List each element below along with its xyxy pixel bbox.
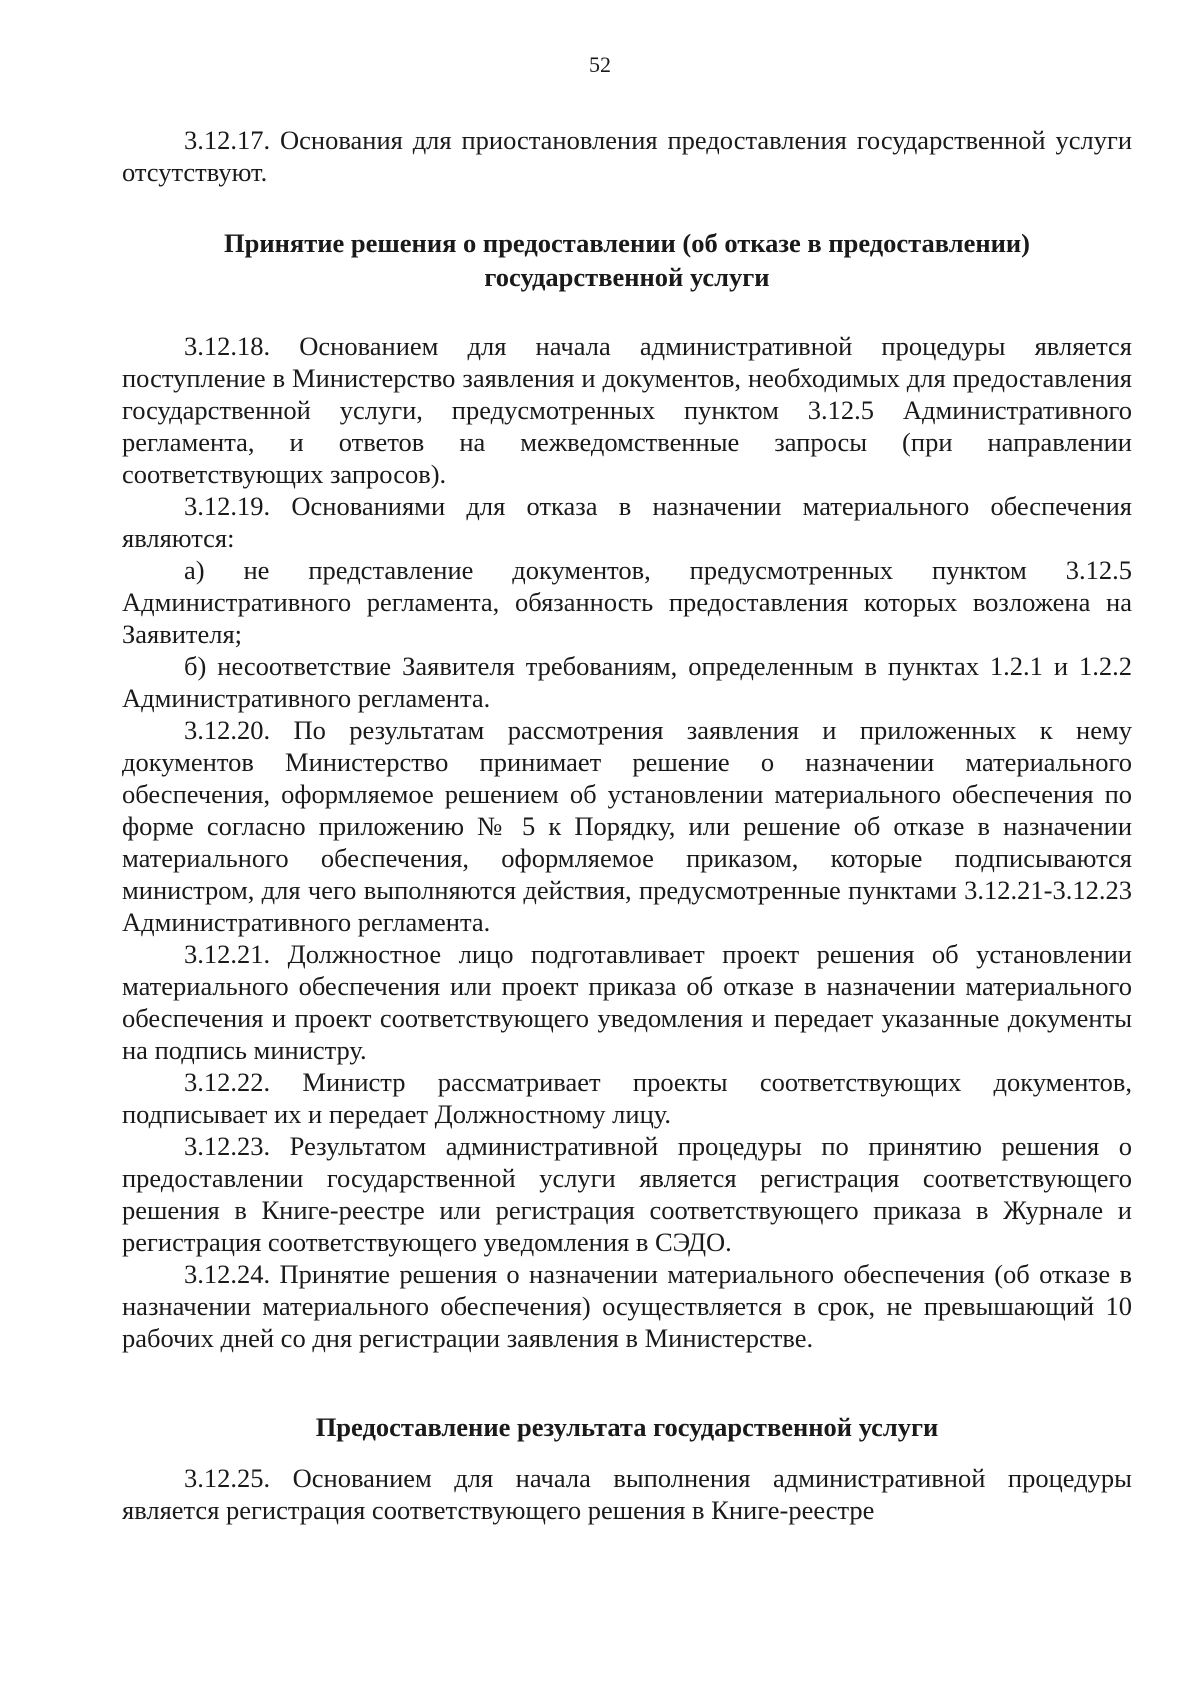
paragraph-3-12-25: 3.12.25. Основанием для начала выполнения административной процедуры является регистрация соответствующего решения в Книге-реестре (122, 1463, 1132, 1525)
paragraph-3-12-19: 3.12.19. Основаниями для отказа в назначении материального обеспечения являются: (122, 491, 1132, 553)
section-heading-result: Предоставление результата государственной услуги (315, 1412, 939, 1442)
paragraph-3-12-20: 3.12.20. По результатам рассмотрения заявления и приложенных к нему документов Министерство принимает решение о назначении материального обеспечения, оформляемое решением об установлении материального обеспечения по форме согласно приложению № 5 к Порядку, или решение об отказе в назначении материального обеспечения, оформляемое приказом, которые подписываются министром, для чего выполняются действия, предусмотренные пунктами 3.12.21-3.12.23 Административного регламента. (122, 715, 1132, 937)
section-heading-decision: Принятие решения о предоставлении (об отказе в предоставлении) государственной услуги (224, 228, 1030, 292)
paragraph-3-12-23: 3.12.23. Результатом административной процедуры по принятию решения о предоставлении государственной услуги является регистрация соответствующего решения в Книге-реестре или регистрация соответствующего приказа в Журнале и регистрация соответствующего уведомления в СЭДО. (122, 1131, 1132, 1257)
paragraph-3-12-22: 3.12.22. Министр рассматривает проекты соответствующих документов, подписывает их и передает Должностному лицу. (122, 1067, 1132, 1129)
page-number: 52 (589, 52, 611, 77)
section-decision-body (122, 330, 1132, 1354)
section-suspension (122, 124, 1132, 188)
paragraph-item-b: б) несоответствие Заявителя требованиям, определенным в пунктах 1.2.1 и 1.2.2 Административного регламента. (122, 651, 1132, 713)
paragraph-item-a: а) не представление документов, предусмотренных пунктом 3.12.5 Административного регламента, обязанность предоставления которых возложена на Заявителя; (122, 555, 1132, 649)
paragraph-3-12-21: 3.12.21. Должностное лицо подготавливает проект решения об установлении материального обеспечения или проект приказа об отказе в назначении материального обеспечения и проект соответствующего уведомления и передает указанные документы на подпись министру. (122, 939, 1132, 1065)
paragraph-3-12-18: 3.12.18. Основанием для начала административной процедуры является поступление в Министерство заявления и документов, необходимых для предоставления государственной услуги, предусмотренных пунктом 3.12.5 Административного регламента, и ответов на межведомственные запросы (при направлении соответствующих запросов). (122, 331, 1132, 489)
paragraph-3-12-17: 3.12.17. Основания для приостановления предоставления государственной услуги отсутствуют. (122, 125, 1132, 187)
paragraph-3-12-24: 3.12.24. Принятие решения о назначении материального обеспечения (об отказе в назначении материального обеспечения) осуществляется в срок, не превышающий 10 рабочих дней со дня регистрации заявления в Министерстве. (122, 1259, 1132, 1353)
section-result-body (122, 1462, 1132, 1526)
